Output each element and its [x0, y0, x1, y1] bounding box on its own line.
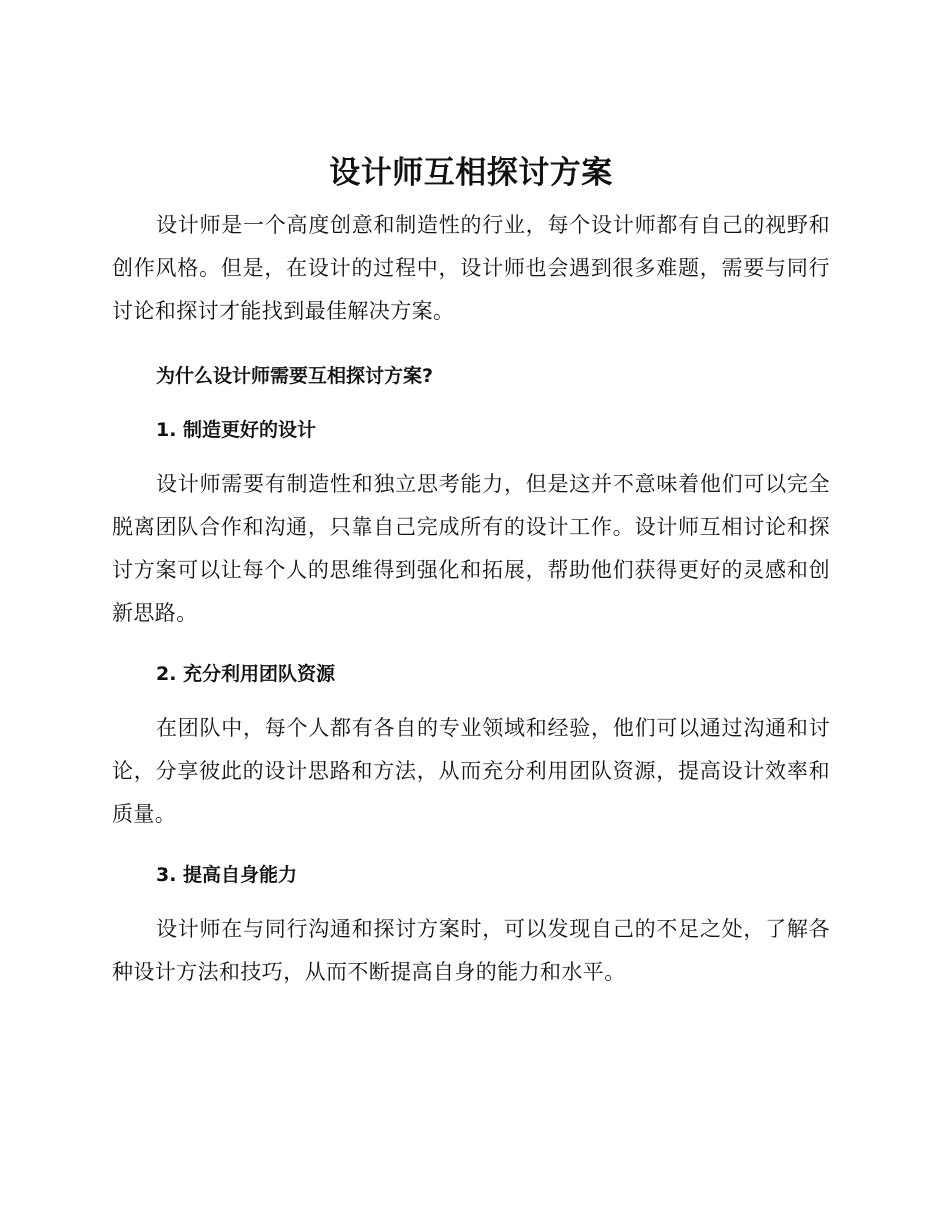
section-heading: 2. 充分利用团队资源 — [156, 663, 336, 685]
section-body: 在团队中，每个人都有各自的专业领域和经验，他们可以通过沟通和讨论，分享彼此的设计思路和方法，从而充分利用团队资源，提高设计效率和质量。 — [112, 716, 830, 826]
question-heading: 为什么设计师需要互相探讨方案? — [156, 365, 434, 387]
document-title: 设计师互相探讨方案 — [329, 155, 613, 191]
section-heading: 3. 提高自身能力 — [156, 864, 298, 886]
intro-paragraph: 设计师是一个高度创意和制造性的行业，每个设计师都有自己的视野和创作风格。但是，在设计的过程中，设计师也会遇到很多难题，需要与同行讨论和探讨才能找到最佳解决方案。 — [112, 213, 830, 323]
document-page — [112, 150, 830, 994]
section-2 — [112, 659, 830, 836]
section-1 — [112, 415, 830, 635]
section-3 — [112, 860, 830, 994]
section-heading: 1. 制造更好的设计 — [156, 419, 317, 441]
section-body: 设计师需要有制造性和独立思考能力，但是这并不意味着他们可以完全脱离团队合作和沟通，只靠自己完成所有的设计工作。设计师互相讨论和探讨方案可以让每个人的思维得到强化和拓展，帮助他们获得更好的灵感和创新思路。 — [112, 472, 830, 625]
section-body: 设计师在与同行沟通和探讨方案时，可以发现自己的不足之处，了解各种设计方法和技巧，从而不断提高自身的能力和水平。 — [112, 917, 830, 984]
